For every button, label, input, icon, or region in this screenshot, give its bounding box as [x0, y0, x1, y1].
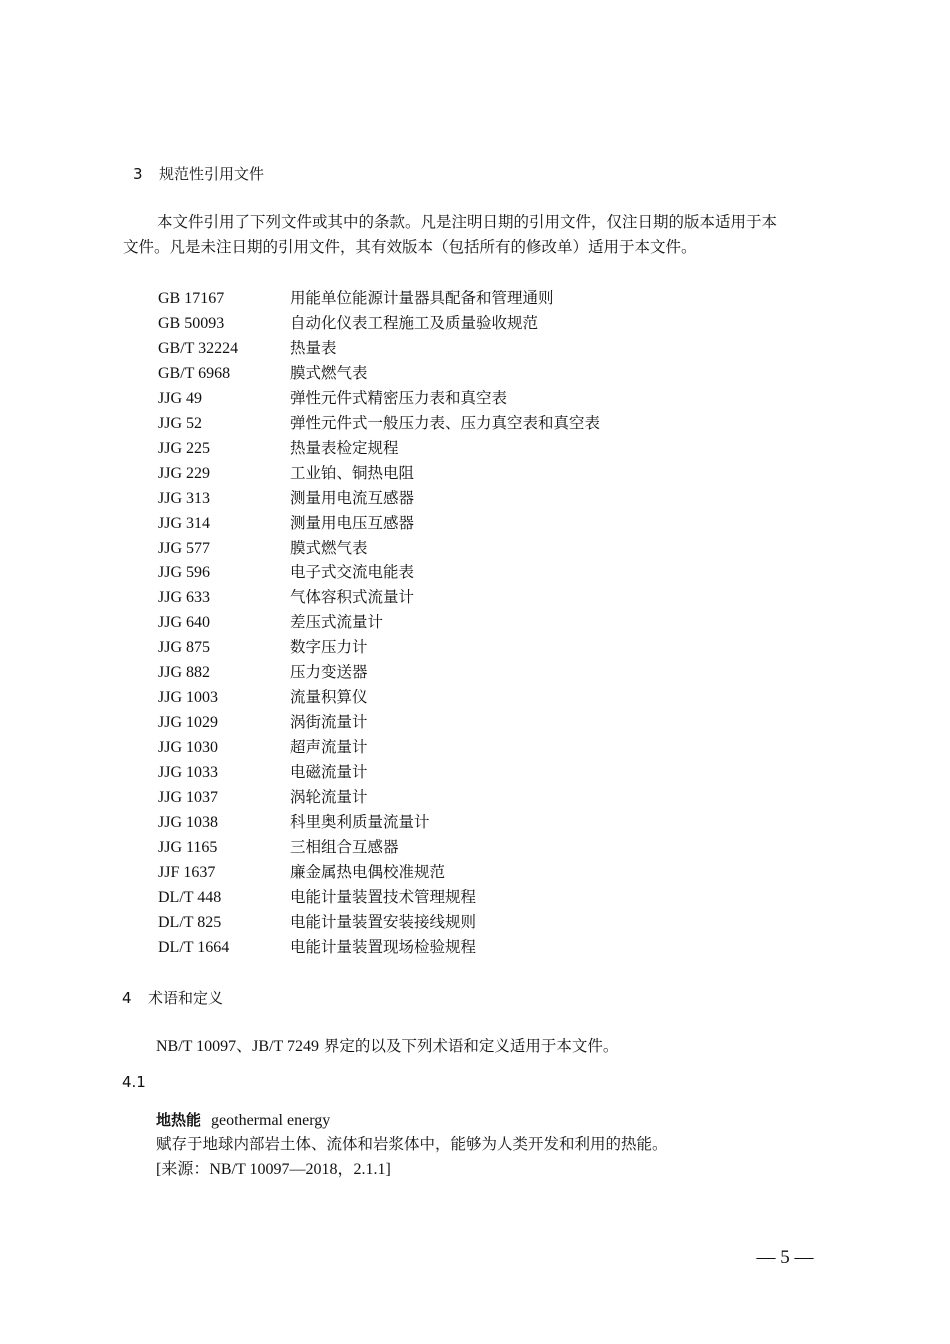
reference-code: DL/T 1664 — [158, 938, 230, 956]
reference-title: 科里奥利质量流量计 — [290, 813, 430, 832]
reference-code: JJG 577 — [158, 539, 211, 557]
term-heading — [156, 1108, 330, 1133]
reference-code: JJG 596 — [158, 564, 211, 582]
reference-title: 压力变送器 — [290, 663, 368, 682]
reference-item — [158, 486, 600, 511]
reference-title: 气体容积式流量计 — [290, 588, 415, 607]
reference-title: 流量积算仪 — [290, 688, 368, 707]
reference-item — [158, 660, 600, 685]
reference-title: 廉金属热电偶校准规范 — [290, 862, 446, 881]
reference-item — [158, 760, 600, 785]
reference-item — [158, 286, 600, 311]
reference-title: 膜式燃气表 — [290, 538, 368, 557]
clause-4-1-number: 4.1 — [122, 1073, 146, 1091]
reference-title: 电子式交流电能表 — [290, 563, 415, 582]
reference-item — [158, 311, 600, 336]
reference-code: JJG 882 — [158, 664, 211, 682]
section-3-title: 规范性引用文件 — [159, 165, 265, 183]
section-4-intro — [156, 1034, 618, 1059]
section-4-intro-codes: NB/T 10097、JB/T 7249 — [156, 1038, 319, 1055]
reference-item — [158, 710, 600, 735]
reference-title: 数字压力计 — [290, 638, 368, 657]
reference-code: DL/T 448 — [158, 888, 222, 906]
reference-item — [158, 361, 600, 386]
term-source: [来源：NB/T 10097—2018，2.1.1] — [156, 1161, 391, 1178]
reference-item — [158, 910, 600, 935]
section-3-intro-line1: 本文件引用了下列文件或其中的条款。凡是注明日期的引用文件，仅注日期的版本适用于本 — [157, 213, 778, 231]
reference-title: 涡轮流量计 — [290, 788, 368, 807]
reference-item — [158, 635, 600, 660]
reference-code: JJF 1637 — [158, 863, 216, 881]
reference-title: 弹性元件式精密压力表和真空表 — [290, 388, 508, 407]
reference-code: JJG 52 — [158, 414, 203, 432]
reference-item — [158, 835, 600, 860]
reference-code: GB/T 32224 — [158, 339, 239, 357]
reference-code: GB 17167 — [158, 290, 225, 307]
term-definition: 赋存于地球内部岩土体、流体和岩浆体中，能够为人类开发和利用的热能。 — [156, 1135, 668, 1153]
reference-code: JJG 1030 — [158, 739, 219, 757]
reference-code: JJG 875 — [158, 639, 211, 657]
reference-item — [158, 336, 600, 361]
reference-code: JJG 1038 — [158, 814, 219, 832]
reference-title: 膜式燃气表 — [290, 363, 368, 382]
section-3-intro-line2: 文件。凡是未注日期的引用文件，其有效版本（包括所有的修改单）适用于本文件。 — [123, 238, 697, 256]
reference-title: 测量用电流互感器 — [290, 488, 415, 507]
reference-item — [158, 411, 600, 436]
reference-title: 用能单位能源计量器具配备和管理通则 — [290, 289, 554, 307]
reference-code: JJG 49 — [158, 389, 203, 407]
reference-item — [158, 560, 600, 585]
reference-code: JJG 633 — [158, 589, 211, 607]
reference-code: GB/T 6968 — [158, 364, 231, 382]
reference-code: JJG 225 — [158, 439, 211, 457]
reference-code: JJG 313 — [158, 489, 211, 507]
reference-title: 热量表 — [290, 338, 337, 357]
reference-code: JJG 640 — [158, 614, 211, 632]
section-4-heading — [122, 988, 223, 1008]
term-chinese: 地热能 — [156, 1111, 202, 1129]
reference-item — [158, 685, 600, 710]
reference-item — [158, 785, 600, 810]
reference-item — [158, 860, 600, 885]
section-4-intro-rest: 界定的以及下列术语和定义适用于本文件。 — [319, 1037, 619, 1055]
reference-code: JJG 1033 — [158, 764, 219, 782]
reference-item — [158, 885, 600, 910]
reference-code: JJG 1165 — [158, 838, 218, 856]
reference-item — [158, 461, 600, 486]
reference-title: 电能计量装置安装接线规则 — [290, 912, 477, 931]
section-4-number: 4 — [122, 989, 132, 1007]
reference-code: GB 50093 — [158, 314, 225, 332]
reference-title: 差压式流量计 — [290, 613, 384, 632]
reference-title: 电磁流量计 — [290, 763, 368, 782]
reference-code: JJG 314 — [158, 514, 211, 532]
reference-item — [158, 386, 600, 411]
reference-title: 热量表检定规程 — [290, 438, 399, 457]
reference-title: 三相组合互感器 — [290, 837, 399, 856]
term-english: geothermal energy — [211, 1112, 331, 1129]
section-4-title: 术语和定义 — [148, 989, 224, 1007]
reference-title: 超声流量计 — [290, 738, 368, 757]
reference-item — [158, 735, 600, 760]
normative-references-list — [158, 286, 600, 960]
reference-code: JJG 1003 — [158, 689, 219, 707]
reference-code: JJG 1037 — [158, 789, 219, 807]
reference-item — [158, 436, 600, 461]
reference-title: 测量用电压互感器 — [290, 513, 415, 532]
reference-code: JJG 229 — [158, 464, 211, 482]
reference-item — [158, 585, 600, 610]
reference-item — [158, 536, 600, 561]
reference-code: JJG 1029 — [158, 714, 219, 732]
section-3-number: 3 — [133, 165, 143, 183]
reference-title: 电能计量装置技术管理规程 — [290, 887, 477, 906]
reference-item — [158, 810, 600, 835]
reference-title: 弹性元件式一般压力表、压力真空表和真空表 — [290, 413, 601, 432]
reference-item — [158, 935, 600, 960]
reference-item — [158, 610, 600, 635]
reference-title: 工业铂、铜热电阻 — [290, 463, 415, 482]
reference-title: 电能计量装置现场检验规程 — [290, 937, 477, 956]
reference-item — [158, 511, 600, 536]
section-3-heading — [133, 164, 264, 184]
reference-title: 自动化仪表工程施工及质量验收规范 — [290, 313, 539, 332]
page-number: — 5 — — [756, 1247, 814, 1268]
reference-title: 涡街流量计 — [290, 713, 368, 732]
reference-code: DL/T 825 — [158, 913, 222, 931]
